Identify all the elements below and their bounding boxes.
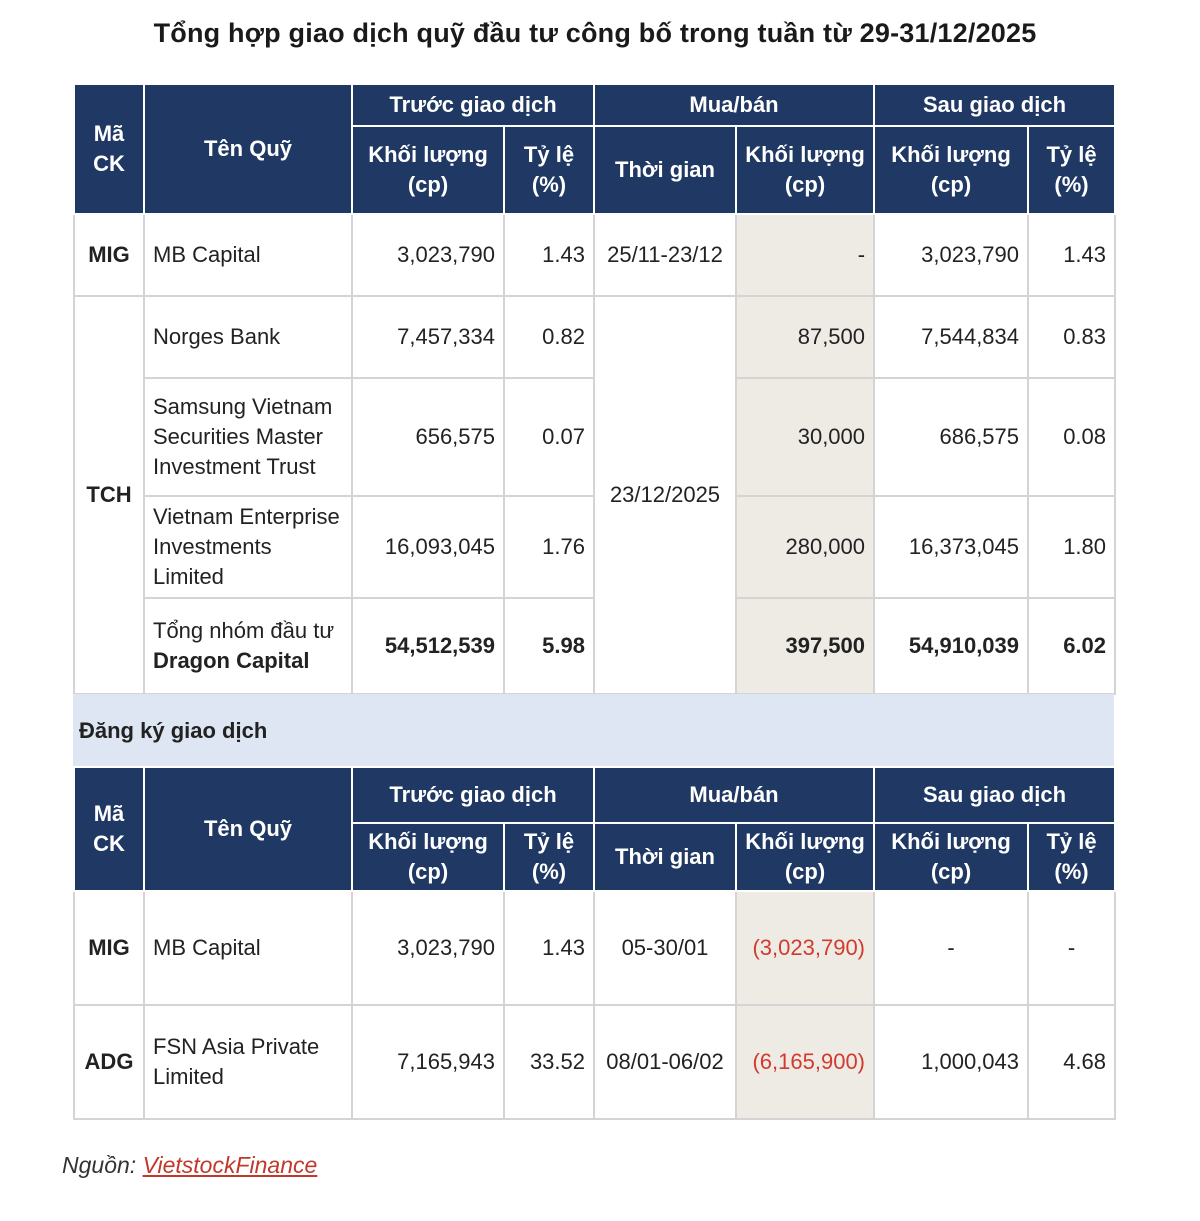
stock-code: MIG bbox=[74, 891, 144, 1005]
trade-time: 05-30/01 bbox=[594, 891, 736, 1005]
trade-volume: 30,000 bbox=[736, 378, 874, 496]
trade-volume: (3,023,790) bbox=[736, 891, 874, 1005]
trade-time: 25/11-23/12 bbox=[594, 214, 736, 296]
stock-code: MIG bbox=[74, 214, 144, 296]
header-khoi-luong: Khối lượng (cp) bbox=[874, 126, 1028, 214]
before-volume: 7,457,334 bbox=[352, 296, 504, 378]
after-volume: 7,544,834 bbox=[874, 296, 1028, 378]
header-khoi-luong: Khối lượng (cp) bbox=[736, 823, 874, 891]
table-row bbox=[74, 1005, 1115, 1119]
header-ten-quy: Tên Quỹ bbox=[144, 84, 352, 214]
trade-time: 23/12/2025 bbox=[594, 296, 736, 694]
source-note bbox=[62, 1152, 317, 1179]
after-volume: 16,373,045 bbox=[874, 496, 1028, 598]
header-khoi-luong: Khối lượng (cp) bbox=[874, 823, 1028, 891]
header-sau: Sau giao dịch bbox=[874, 767, 1115, 823]
trade-time: 08/01-06/02 bbox=[594, 1005, 736, 1119]
header-muaban: Mua/bán bbox=[594, 767, 874, 823]
after-volume: 1,000,043 bbox=[874, 1005, 1028, 1119]
section-label: Đăng ký giao dịch bbox=[79, 718, 268, 743]
header-khoi-luong: Khối lượng (cp) bbox=[352, 126, 504, 214]
total-label: Tổng nhóm đầu tư bbox=[153, 618, 335, 643]
before-percent: 0.07 bbox=[504, 378, 594, 496]
header-khoi-luong: Khối lượng (cp) bbox=[352, 823, 504, 891]
before-volume: 656,575 bbox=[352, 378, 504, 496]
after-percent: - bbox=[1028, 891, 1115, 1005]
after-percent: 1.80 bbox=[1028, 496, 1115, 598]
header-truoc: Trước giao dịch bbox=[352, 84, 594, 126]
trade-volume: 87,500 bbox=[736, 296, 874, 378]
stock-code: TCH bbox=[74, 296, 144, 694]
fund-name: Samsung Vietnam Securities Master Investment Trust bbox=[144, 378, 352, 496]
before-percent: 5.98 bbox=[504, 598, 594, 694]
header-thoi-gian: Thời gian bbox=[594, 126, 736, 214]
trade-volume: (6,165,900) bbox=[736, 1005, 874, 1119]
fund-name: MB Capital bbox=[144, 214, 352, 296]
fund-name: MB Capital bbox=[144, 891, 352, 1005]
before-volume: 16,093,045 bbox=[352, 496, 504, 598]
section-banner bbox=[73, 694, 1114, 766]
after-percent: 0.83 bbox=[1028, 296, 1115, 378]
before-percent: 1.76 bbox=[504, 496, 594, 598]
table-row bbox=[74, 296, 1115, 378]
fund-name: FSN Asia Private Limited bbox=[144, 1005, 352, 1119]
trade-volume: 280,000 bbox=[736, 496, 874, 598]
before-volume: 3,023,790 bbox=[352, 891, 504, 1005]
after-volume: 54,910,039 bbox=[874, 598, 1028, 694]
fund-trades-table bbox=[73, 83, 1116, 695]
after-volume: 3,023,790 bbox=[874, 214, 1028, 296]
before-percent: 0.82 bbox=[504, 296, 594, 378]
header-ty-le: Tỷ lệ (%) bbox=[1028, 823, 1115, 891]
header-ty-le: Tỷ lệ (%) bbox=[1028, 126, 1115, 214]
after-percent: 6.02 bbox=[1028, 598, 1115, 694]
before-percent: 1.43 bbox=[504, 891, 594, 1005]
trade-volume: - bbox=[736, 214, 874, 296]
header-truoc: Trước giao dịch bbox=[352, 767, 594, 823]
header-ty-le: Tỷ lệ (%) bbox=[504, 126, 594, 214]
header-ma-ck: Mã CK bbox=[74, 84, 144, 214]
header-ten-quy: Tên Quỹ bbox=[144, 767, 352, 891]
registered-trades-table bbox=[73, 766, 1116, 1120]
after-percent: 0.08 bbox=[1028, 378, 1115, 496]
stock-code: ADG bbox=[74, 1005, 144, 1119]
before-volume: 54,512,539 bbox=[352, 598, 504, 694]
before-percent: 33.52 bbox=[504, 1005, 594, 1119]
trade-volume: 397,500 bbox=[736, 598, 874, 694]
fund-name bbox=[144, 598, 352, 694]
page-title: Tổng hợp giao dịch quỹ đầu tư công bố trong tuần từ 29-31/12/2025 bbox=[153, 18, 1037, 48]
before-volume: 7,165,943 bbox=[352, 1005, 504, 1119]
header-thoi-gian: Thời gian bbox=[594, 823, 736, 891]
table-row bbox=[74, 214, 1115, 296]
header-ma-ck: Mã CK bbox=[74, 767, 144, 891]
after-percent: 1.43 bbox=[1028, 214, 1115, 296]
source-link[interactable]: VietstockFinance bbox=[142, 1152, 318, 1178]
fund-name: Vietnam Enterprise Investments Limited bbox=[144, 496, 352, 598]
after-volume: - bbox=[874, 891, 1028, 1005]
header-ty-le: Tỷ lệ (%) bbox=[504, 823, 594, 891]
header-sau: Sau giao dịch bbox=[874, 84, 1115, 126]
header-khoi-luong: Khối lượng (cp) bbox=[736, 126, 874, 214]
table-row bbox=[74, 891, 1115, 1005]
after-percent: 4.68 bbox=[1028, 1005, 1115, 1119]
total-group-name: Dragon Capital bbox=[153, 648, 310, 673]
source-label: Nguồn: bbox=[62, 1152, 143, 1178]
before-percent: 1.43 bbox=[504, 214, 594, 296]
header-muaban: Mua/bán bbox=[594, 84, 874, 126]
fund-name: Norges Bank bbox=[144, 296, 352, 378]
after-volume: 686,575 bbox=[874, 378, 1028, 496]
before-volume: 3,023,790 bbox=[352, 214, 504, 296]
